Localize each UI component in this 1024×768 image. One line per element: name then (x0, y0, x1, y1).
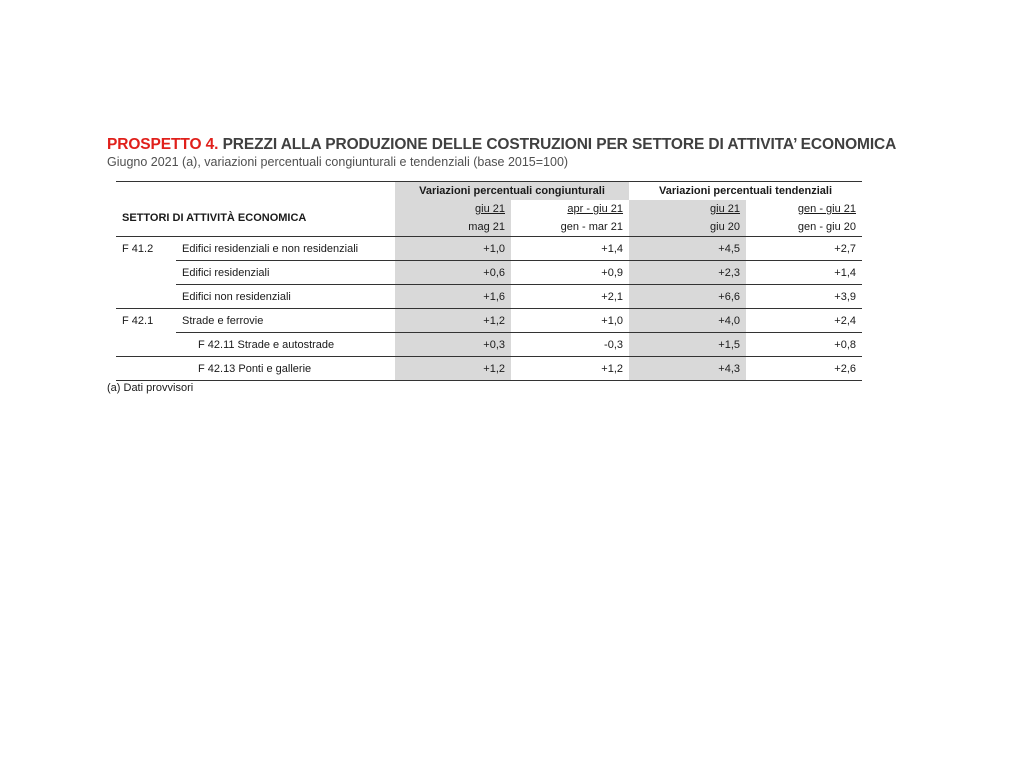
col-header-top: giu 21 (475, 203, 505, 215)
cell-value: +2,3 (629, 261, 746, 285)
cell-value: +2,6 (834, 362, 857, 375)
row-label: Strade e ferrovie (182, 314, 264, 327)
table-row (116, 285, 862, 309)
cell-value: +4,0 (629, 309, 746, 333)
table-row (116, 237, 862, 261)
cell-value: +0,9 (511, 261, 629, 285)
col-header-top: giu 21 (710, 203, 741, 215)
cell-value: +1,5 (629, 333, 746, 357)
group-header-congiunturali: Variazioni percentuali congiunturali (395, 182, 629, 201)
title-prefix: PROSPETTO 4. (107, 136, 219, 153)
cell-value: +2,7 (834, 242, 857, 255)
col-header-bottom: mag 21 (395, 218, 511, 237)
cell-value: +1,6 (395, 285, 511, 309)
cell-value: +6,6 (629, 285, 746, 309)
title-main: PREZZI ALLA PRODUZIONE DELLE COSTRUZIONI PER SETTORE DI ATTIVITA’ ECONOMICA (218, 136, 897, 153)
row-code: F 41.2 (122, 242, 154, 255)
col-header-bottom: gen - giu 20 (797, 221, 857, 233)
row-code: F 42.1 (122, 314, 154, 327)
cell-value: +1,0 (601, 314, 624, 327)
cell-value: +1,2 (395, 357, 511, 381)
cell-value: +0,8 (746, 333, 862, 357)
cell-value: +2,1 (511, 285, 629, 309)
page-title (107, 136, 896, 154)
cell-value: +1,2 (395, 309, 511, 333)
group-header-tendenziali: Variazioni percentuali tendenziali (629, 182, 862, 201)
table-row (116, 309, 862, 333)
table-row (116, 333, 862, 357)
col-header-top: gen - giu 21 (797, 203, 857, 215)
cell-value: +3,9 (746, 285, 862, 309)
cell-value: +4,5 (629, 237, 746, 261)
row-label: F 42.13 Ponti e gallerie (198, 362, 312, 375)
cell-value: +1,0 (395, 237, 511, 261)
price-table (116, 181, 862, 381)
cell-value: +1,4 (601, 242, 624, 255)
row-label: Edifici residenziali (176, 261, 395, 285)
row-label: F 42.11 Strade e autostrade (176, 333, 395, 357)
cell-value: +1,2 (601, 362, 624, 375)
sector-header: SETTORI DI ATTIVITÀ ECONOMICA (122, 212, 307, 224)
cell-value: +2,4 (834, 314, 857, 327)
cell-value: +0,3 (395, 333, 511, 357)
cell-value: -0,3 (511, 333, 629, 357)
col-header-bottom: gen - mar 21 (560, 221, 624, 233)
footnote: (a) Dati provvisori (107, 382, 194, 394)
subtitle: Giugno 2021 (a), variazioni percentuali congiunturali e tendenziali (base 2015=100) (107, 155, 569, 169)
cell-value: +4,3 (629, 357, 746, 381)
cell-value: +1,4 (746, 261, 862, 285)
row-label: Edifici residenziali e non residenziali (182, 242, 359, 255)
row-label: Edifici non residenziali (176, 285, 395, 309)
cell-value: +0,6 (395, 261, 511, 285)
col-header-bottom: giu 20 (629, 218, 746, 237)
table-row (116, 357, 862, 381)
table-row (116, 261, 862, 285)
col-header-top: apr - giu 21 (567, 203, 624, 215)
